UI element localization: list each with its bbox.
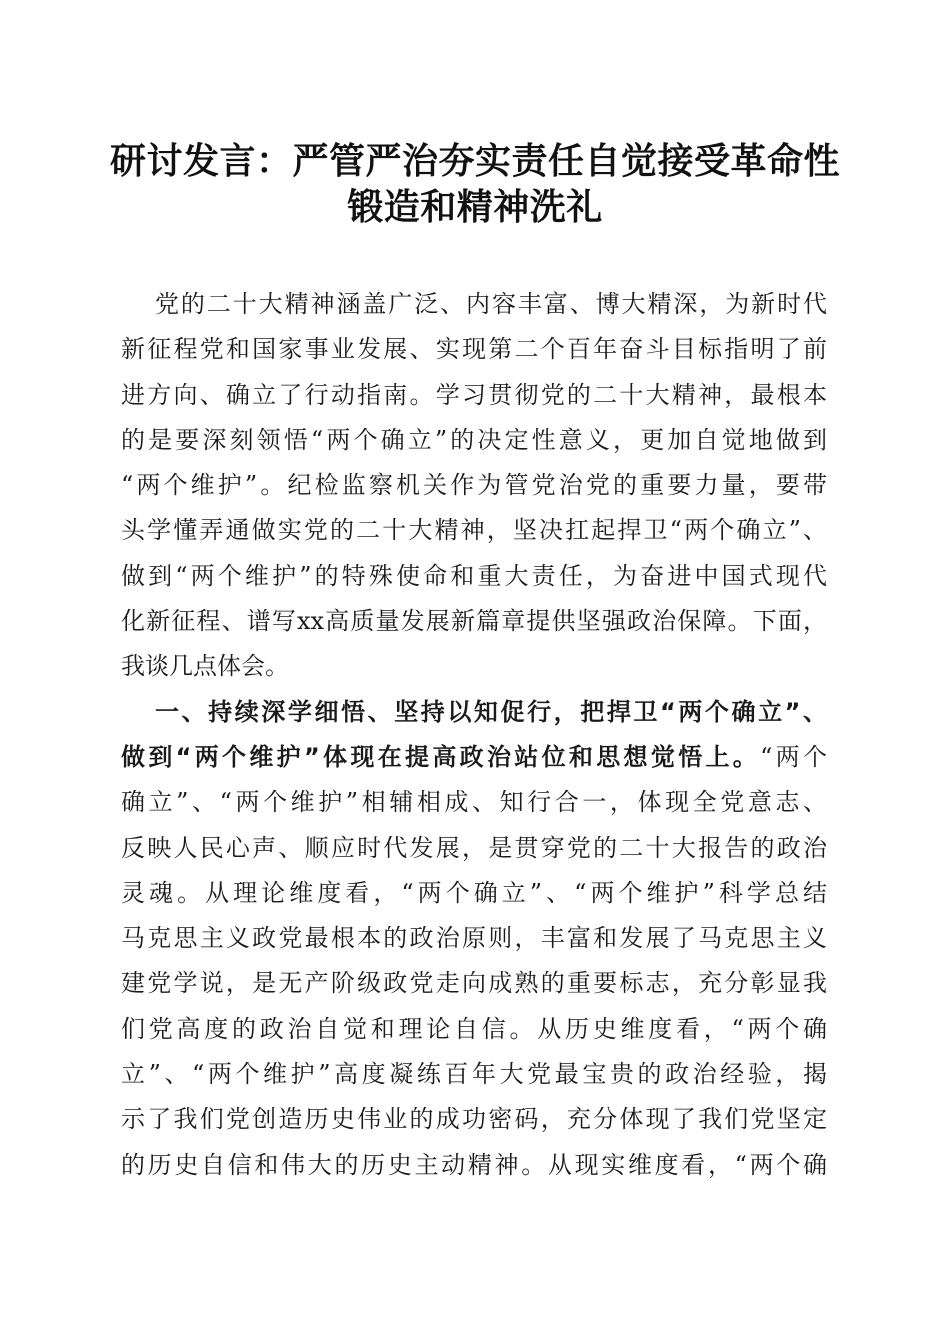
paragraph-line: 反映人民心声、顺应时代发展，是贯穿党的二十大报告的政治 bbox=[121, 833, 827, 862]
document-title bbox=[110, 138, 840, 230]
document-body bbox=[121, 282, 827, 1188]
paragraph-line: 的是要深刻领悟“两个确立”的决定性意义，更加自觉地做到 bbox=[121, 425, 827, 454]
section-body-text-start: “两个 bbox=[760, 742, 827, 771]
paragraph-line: 头学懂弄通做实党的二十大精神，坚决扛起捍卫“两个确立”、 bbox=[121, 516, 827, 545]
paragraph-line: 立”、“两个维护”高度凝练百年大党最宝贵的政治经验，揭 bbox=[121, 1060, 827, 1089]
section-heading-line: 一、持续深学细悟、坚持以知促行，把捍卫“两个确立”、 bbox=[155, 697, 827, 726]
paragraph-line: 化新征程、谱写xx高质量发展新篇章提供坚强政治保障。下面， bbox=[121, 607, 827, 636]
paragraph-line: 新征程党和国家事业发展、实现第二个百年奋斗目标指明了前 bbox=[121, 335, 827, 364]
title-line-1: 研讨发言：严管严治夯实责任自觉接受革命性 bbox=[110, 140, 841, 182]
section-1 bbox=[121, 690, 827, 1188]
paragraph-line: 我谈几点体会。 bbox=[121, 652, 289, 681]
paragraph-line: 灵魂。从理论维度看，“两个确立”、“两个维护”科学总结 bbox=[121, 878, 827, 907]
paragraph-intro bbox=[121, 282, 827, 690]
paragraph-line: 马克思主义政党最根本的政治原则，丰富和发展了马克思主义 bbox=[121, 924, 827, 953]
paragraph-line: 的历史自信和伟大的历史主动精神。从现实维度看，“两个确 bbox=[121, 1150, 827, 1179]
paragraph-line: 示了我们党创造历史伟业的成功密码，充分体现了我们党坚定 bbox=[121, 1105, 827, 1134]
section-heading-line-mixed bbox=[121, 735, 827, 780]
paragraph-line: 做到“两个维护”的特殊使命和重大责任，为奋进中国式现代 bbox=[121, 561, 827, 590]
paragraph-line: 建党学说，是无产阶级政党走向成熟的重要标志，充分彰显我 bbox=[121, 969, 827, 998]
title-line-2: 锻造和精神洗礼 bbox=[347, 186, 603, 228]
paragraph-line: “两个维护”。纪检监察机关作为管党治党的重要力量，要带 bbox=[121, 471, 827, 500]
section-heading-bold-text: 做到“两个维护”体现在提高政治站位和思想觉悟上。 bbox=[121, 742, 761, 771]
paragraph-line: 确立”、“两个维护”相辅相成、知行合一，体现全党意志、 bbox=[121, 788, 827, 817]
paragraph-line: 党的二十大精神涵盖广泛、内容丰富、博大精深，为新时代 bbox=[155, 290, 827, 318]
paragraph-line: 们党高度的政治自觉和理论自信。从历史维度看，“两个确 bbox=[121, 1014, 827, 1043]
paragraph-line: 进方向、确立了行动指南。学习贯彻党的二十大精神，最根本 bbox=[121, 380, 827, 409]
